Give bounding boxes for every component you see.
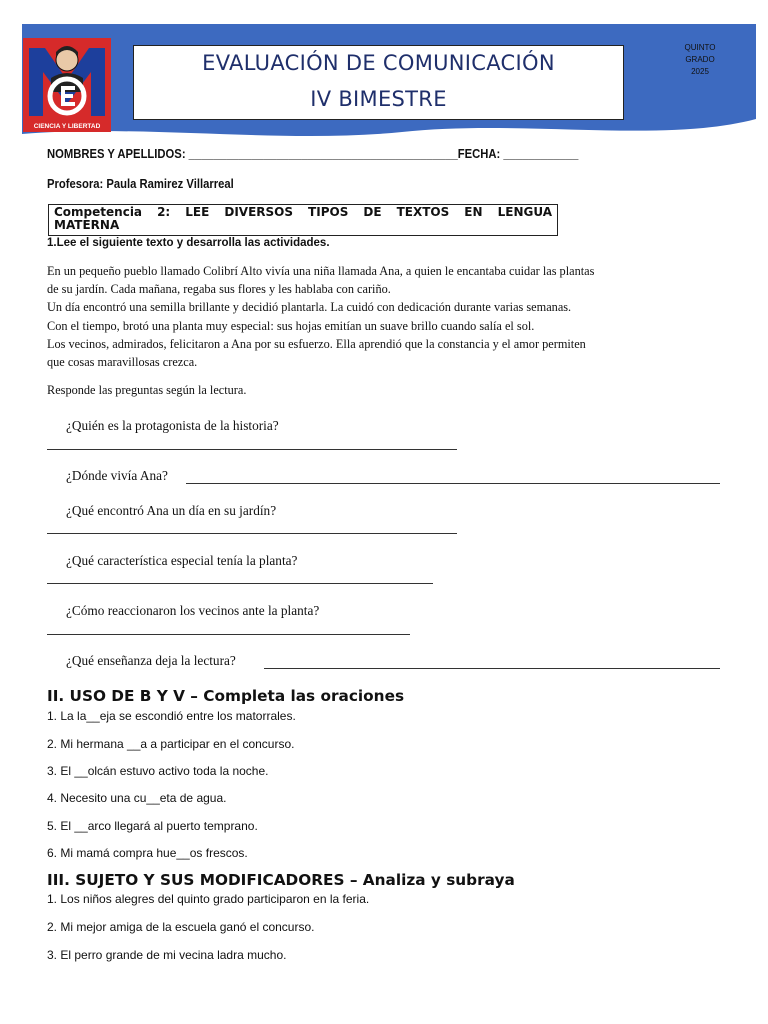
question-4: ¿Qué característica especial tenía la planta? bbox=[66, 553, 298, 568]
reading-line: Los vecinos, admirados, felicitaron a Ana por su esfuerzo. Ella aprendió que la constancia y el amor permiten bbox=[47, 336, 586, 351]
reading-line: En un pequeño pueblo llamado Colibrí Alto vivía una niña llamada Ana, a quien le encantaba cuidar las plantas bbox=[47, 264, 595, 278]
reading-line: Con el tiempo, brotó una planta muy especial: sus hojas emitían un suave brillo cuando salía el sol. bbox=[47, 318, 535, 333]
question-3: ¿Qué encontró Ana un día en su jardín? bbox=[66, 503, 277, 518]
teacher-name: Profesora: Paula Ramirez Villarreal bbox=[47, 177, 234, 191]
reading-instruction: 1.Lee el siguiente texto y desarrolla las actividades. bbox=[47, 237, 330, 249]
reading-line: de su jardín. Cada mañana, regaba sus flores y les hablaba con cariño. bbox=[47, 282, 391, 297]
answer-line-3[interactable] bbox=[47, 533, 457, 534]
question-2: ¿Dónde vivía Ana? bbox=[66, 468, 168, 483]
section-2-item: 1. La la__eja se escondió entre los matorrales. bbox=[47, 709, 296, 723]
section-2-item: 2. Mi hermana __a a participar en el concurso. bbox=[47, 737, 295, 751]
answer-line-4[interactable] bbox=[47, 583, 433, 584]
exam-title: EVALUACIÓN DE COMUNICACIÓN bbox=[202, 51, 555, 75]
section-2-item: 4. Necesito una cu__eta de agua. bbox=[47, 791, 227, 805]
section-2-item: 6. Mi mamá compra hue__os frescos. bbox=[47, 846, 248, 860]
reading-text bbox=[47, 262, 717, 371]
answer-line-6[interactable] bbox=[264, 668, 720, 669]
school-logo bbox=[23, 38, 111, 132]
question-1: ¿Quién es la protagonista de la historia? bbox=[66, 418, 279, 433]
competence-line-2: MATERNA bbox=[54, 218, 120, 232]
exam-subtitle: IV BIMESTRE bbox=[310, 87, 447, 111]
reading-line: Un día encontró una semilla brillante y decidió plantarla. La cuidó con dedicación durante varias semanas. bbox=[47, 300, 572, 315]
section-2-item: 3. El __olcán estuvo activo toda la noche. bbox=[47, 764, 269, 778]
section-3-title: III. SUJETO Y SUS MODIFICADORES – Analiza y subraya bbox=[47, 871, 515, 889]
reading-line: que cosas maravillosas crezca. bbox=[47, 355, 198, 370]
question-5: ¿Cómo reaccionaron los vecinos ante la planta? bbox=[66, 603, 320, 618]
section-2-title: II. USO DE B Y V – Completa las oraciones bbox=[47, 687, 405, 705]
respond-instruction: Responde las preguntas según la lectura. bbox=[47, 383, 247, 397]
question-6: ¿Qué enseñanza deja la lectura? bbox=[66, 653, 236, 668]
title-box bbox=[133, 45, 624, 120]
competence-line-1: Competencia 2: LEE DIVERSOS TIPOS DE TEXTOS EN LENGUA bbox=[54, 205, 552, 219]
logo-motto: CIENCIA Y LIBERTAD bbox=[33, 123, 101, 130]
competence-box bbox=[48, 204, 558, 236]
section-3-item: 2. Mi mejor amiga de la escuela ganó el concurso. bbox=[47, 920, 315, 934]
grade-year: 2025 bbox=[691, 67, 709, 76]
answer-line-2[interactable] bbox=[186, 483, 720, 484]
section-2-item: 5. El __arco llegará al puerto temprano. bbox=[47, 819, 258, 833]
section-3-item: 1. Los niños alegres del quinto grado participaron en la feria. bbox=[47, 892, 370, 906]
answer-line-1[interactable] bbox=[47, 449, 457, 450]
grade-line-1: QUINTO bbox=[684, 43, 716, 52]
section-3-item: 3. El perro grande de mi vecina ladra mucho. bbox=[47, 948, 287, 962]
answer-line-5[interactable] bbox=[47, 634, 410, 635]
student-name-field[interactable]: NOMBRES Y APELLIDOS: ___________________________________________FECHA: ____________ bbox=[47, 147, 579, 161]
grade-line-2: GRADO bbox=[685, 55, 715, 64]
grade-label bbox=[672, 42, 728, 78]
